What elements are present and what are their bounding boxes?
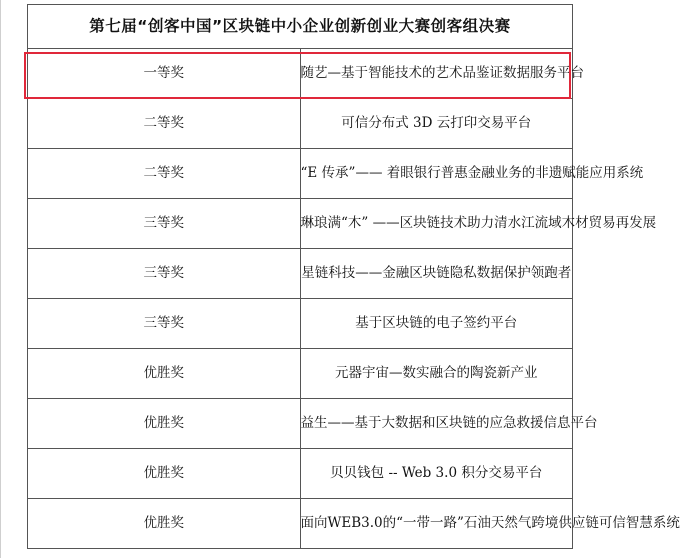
table-title: 第七届“创客中国”区块链中小企业创新创业大赛创客组决赛 <box>28 5 573 49</box>
award-cell: 优胜奖 <box>28 349 301 399</box>
award-cell: 三等奖 <box>28 199 301 249</box>
table-row <box>28 249 573 299</box>
project-cell: 元器宇宙—数实融合的陶瓷新产业 <box>300 349 573 399</box>
award-cell: 一等奖 <box>28 49 301 99</box>
award-cell: 二等奖 <box>28 149 301 199</box>
award-cell: 优胜奖 <box>28 449 301 499</box>
table-row <box>28 449 573 499</box>
project-cell: 可信分布式 3D 云打印交易平台 <box>300 99 573 149</box>
award-cell: 优胜奖 <box>28 499 301 549</box>
award-cell: 三等奖 <box>28 249 301 299</box>
award-cell: 二等奖 <box>28 99 301 149</box>
page-left-border <box>0 0 1 558</box>
award-cell: 三等奖 <box>28 299 301 349</box>
project-cell: 益生——基于大数据和区块链的应急救援信息平台 <box>300 399 573 449</box>
project-cell: 贝贝钱包 -- Web 3.0 积分交易平台 <box>300 449 573 499</box>
table-row <box>28 199 573 249</box>
project-cell: 基于区块链的电子签约平台 <box>300 299 573 349</box>
table-row <box>28 49 573 99</box>
project-cell: 随艺—基于智能技术的艺术品鉴证数据服务平台 <box>300 49 573 99</box>
table-row <box>28 299 573 349</box>
table-row <box>28 99 573 149</box>
project-cell: 星链科技——金融区块链隐私数据保护领跑者 <box>300 249 573 299</box>
table-row <box>28 499 573 549</box>
table-row <box>28 399 573 449</box>
award-cell: 优胜奖 <box>28 399 301 449</box>
project-cell: 琳琅满“木” ——区块链技术助力清水江流域木材贸易再发展 <box>300 199 573 249</box>
table-row <box>28 149 573 199</box>
project-cell: “E 传承”—— 着眼银行普惠金融业务的非遗赋能应用系统 <box>300 149 573 199</box>
table-row <box>28 349 573 399</box>
results-table <box>27 4 680 549</box>
title-row <box>28 5 573 49</box>
results-sheet <box>27 4 680 549</box>
project-cell: 面向WEB3.0的“一带一路”石油天然气跨境供应链可信智慧系统 <box>300 499 573 549</box>
